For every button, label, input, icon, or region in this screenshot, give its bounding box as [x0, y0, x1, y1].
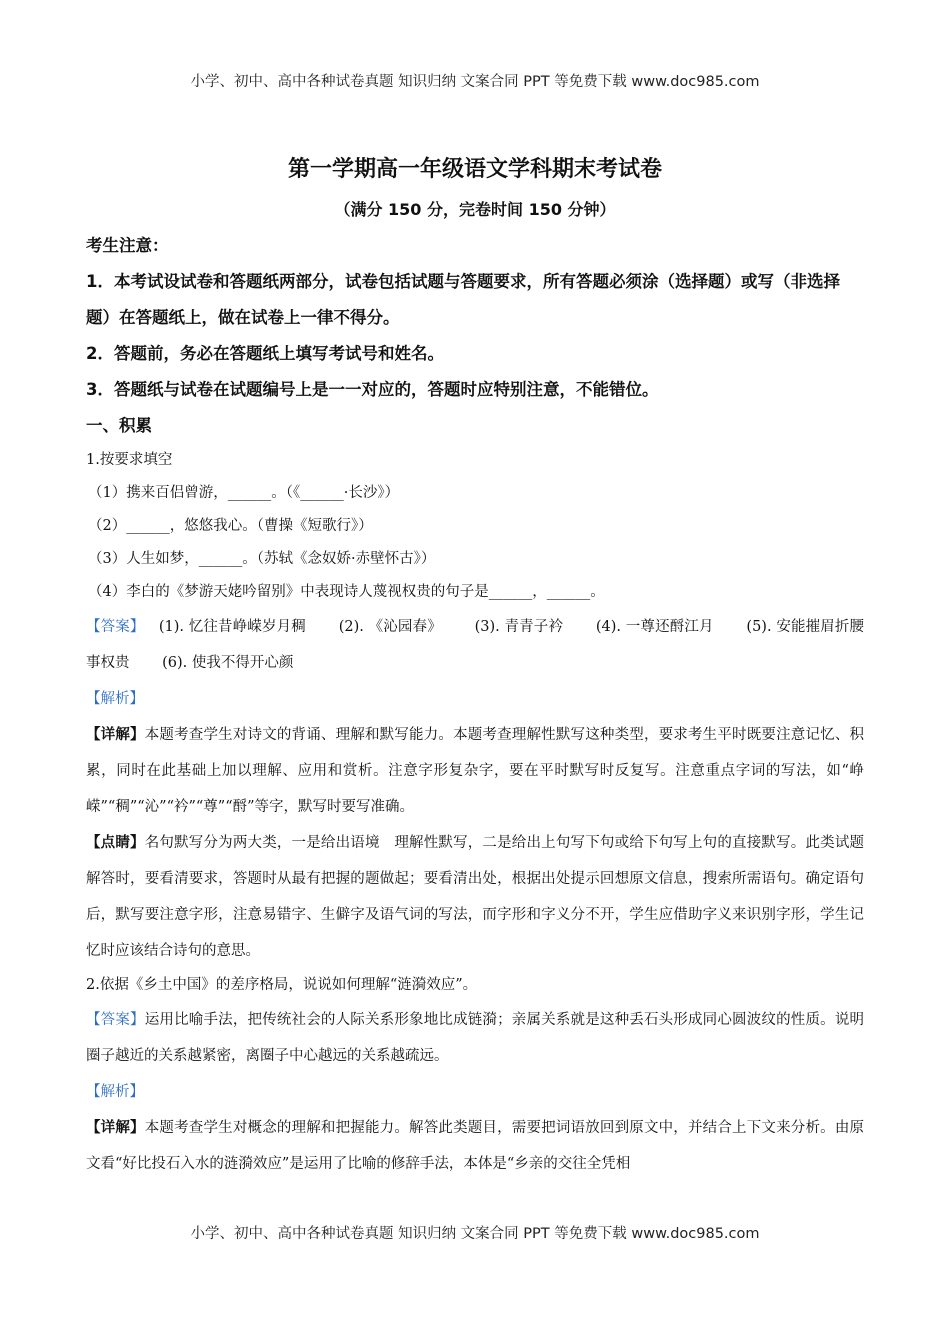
detail-text: 本题考查学生对概念的理解和把握能力。解答此类题目，需要把词语放回到原文中，并结合上下文来分析。由原文看“好比投石入水的涟漪效应”是运用了比喻的修辞手法，本体是“乡亲的交往全凭相	[86, 1120, 864, 1172]
notice-item: 3．答题纸与试卷在试题编号上是一一对应的，答题时应特别注意，不能错位。	[86, 380, 659, 399]
notice-item: 2．答题前，务必在答题纸上填写考试号和姓名。	[86, 344, 444, 363]
exam-subtitle: （满分 150 分，完卷时间 150 分钟）	[334, 200, 616, 219]
answer-block	[86, 609, 864, 681]
answer-item: (3). 青青子衿	[474, 619, 564, 635]
detail-paragraph	[86, 717, 864, 825]
notice-item: 1．本考试设试卷和答题纸两部分，试卷包括试题与答题要求，所有答题必须涂（选择题）或写（非选择题）在答题纸上，做在试卷上一律不得分。	[86, 272, 840, 327]
answer-item: (5). 安能摧眉折腰事权贵	[86, 619, 865, 671]
answer-tag: 【答案】	[86, 619, 145, 635]
answer-item: (1). 忆往昔峥嵘岁月稠	[158, 619, 306, 635]
detail-paragraph	[86, 1110, 864, 1182]
tip-text: 名句默写分为两大类，一是给出语境 理解性默写，二是给出上句写下句或给下句写上句的直接默写。此类试题解答时，要看清要求，答题时从最有把握的题做起；要看清出处，根据出处提示回想原文信息，搜索所需语句。确定语句后，默写要注意字形，注意易错字、生僻字及语气词的写法，而字形和字义分不开，学生应借助字义来识别字形，学生记忆时应该结合诗句的意思。	[86, 835, 864, 959]
analysis-heading	[86, 1074, 864, 1110]
answer-item: (6). 使我不得开心颜	[162, 655, 294, 671]
answer-block	[86, 1002, 864, 1074]
tip-tag: 【点睛】	[86, 834, 145, 851]
notice-heading: 考生注意：	[86, 236, 169, 255]
answer-item: (2). 《沁园春》	[338, 619, 442, 635]
answer-item: (4). 一尊还酹江月	[595, 619, 714, 635]
question-item: （4）李白的《梦游天姥吟留别》中表现诗人蔑视权贵的句子是______，______。	[88, 584, 605, 600]
page-header: 小学、初中、高中各种试卷真题 知识归纳 文案合同 PPT 等免费下载 www.doc985.com	[190, 74, 760, 90]
answer-tag: 【答案】	[86, 1012, 145, 1028]
answer-text: 运用比喻手法，把传统社会的人际关系形象地比成链漪；亲属关系就是这种丢石头形成同心圆波纹的性质。说明圈子越近的关系越紧密，离圈子中心越远的关系越疏远。	[86, 1012, 864, 1064]
question-prompt: 2.依据《乡土中国》的差序格局，说说如何理解“涟漪效应”。	[86, 977, 478, 993]
question-item: （3）人生如梦，______。（苏轼《念奴娇·赤壁怀古》）	[88, 551, 436, 567]
detail-tag: 【详解】	[86, 1119, 145, 1136]
tip-paragraph	[86, 825, 864, 969]
detail-tag: 【详解】	[86, 726, 145, 743]
analysis-tag: 【解析】	[86, 1084, 144, 1100]
section-heading: 一、积累	[86, 416, 152, 435]
document-body	[86, 150, 864, 1182]
question-item: （1）携来百侣曾游，______。（《______·长沙》）	[88, 485, 400, 501]
question-item: （2）______，悠悠我心。（曹操《短歌行》）	[88, 518, 373, 534]
question-prompt: 1.按要求填空	[86, 452, 173, 468]
page-footer: 小学、初中、高中各种试卷真题 知识归纳 文案合同 PPT 等免费下载 www.doc985.com	[190, 1226, 760, 1242]
analysis-heading	[86, 681, 864, 717]
detail-text: 本题考查学生对诗文的背诵、理解和默写能力。本题考查理解性默写这种类型，要求考生平时既要注意记忆、积累，同时在此基础上加以理解、应用和赏析。注意字形复杂字，要在平时默写时反复写。注意重点字词的写法，如“峥嵘”“稠”“沁”“衿”“尊”“酹”等字，默写时要写准确。	[86, 727, 864, 815]
exam-title: 第一学期高一年级语文学科期末考试卷	[287, 157, 662, 182]
analysis-tag: 【解析】	[86, 691, 144, 707]
